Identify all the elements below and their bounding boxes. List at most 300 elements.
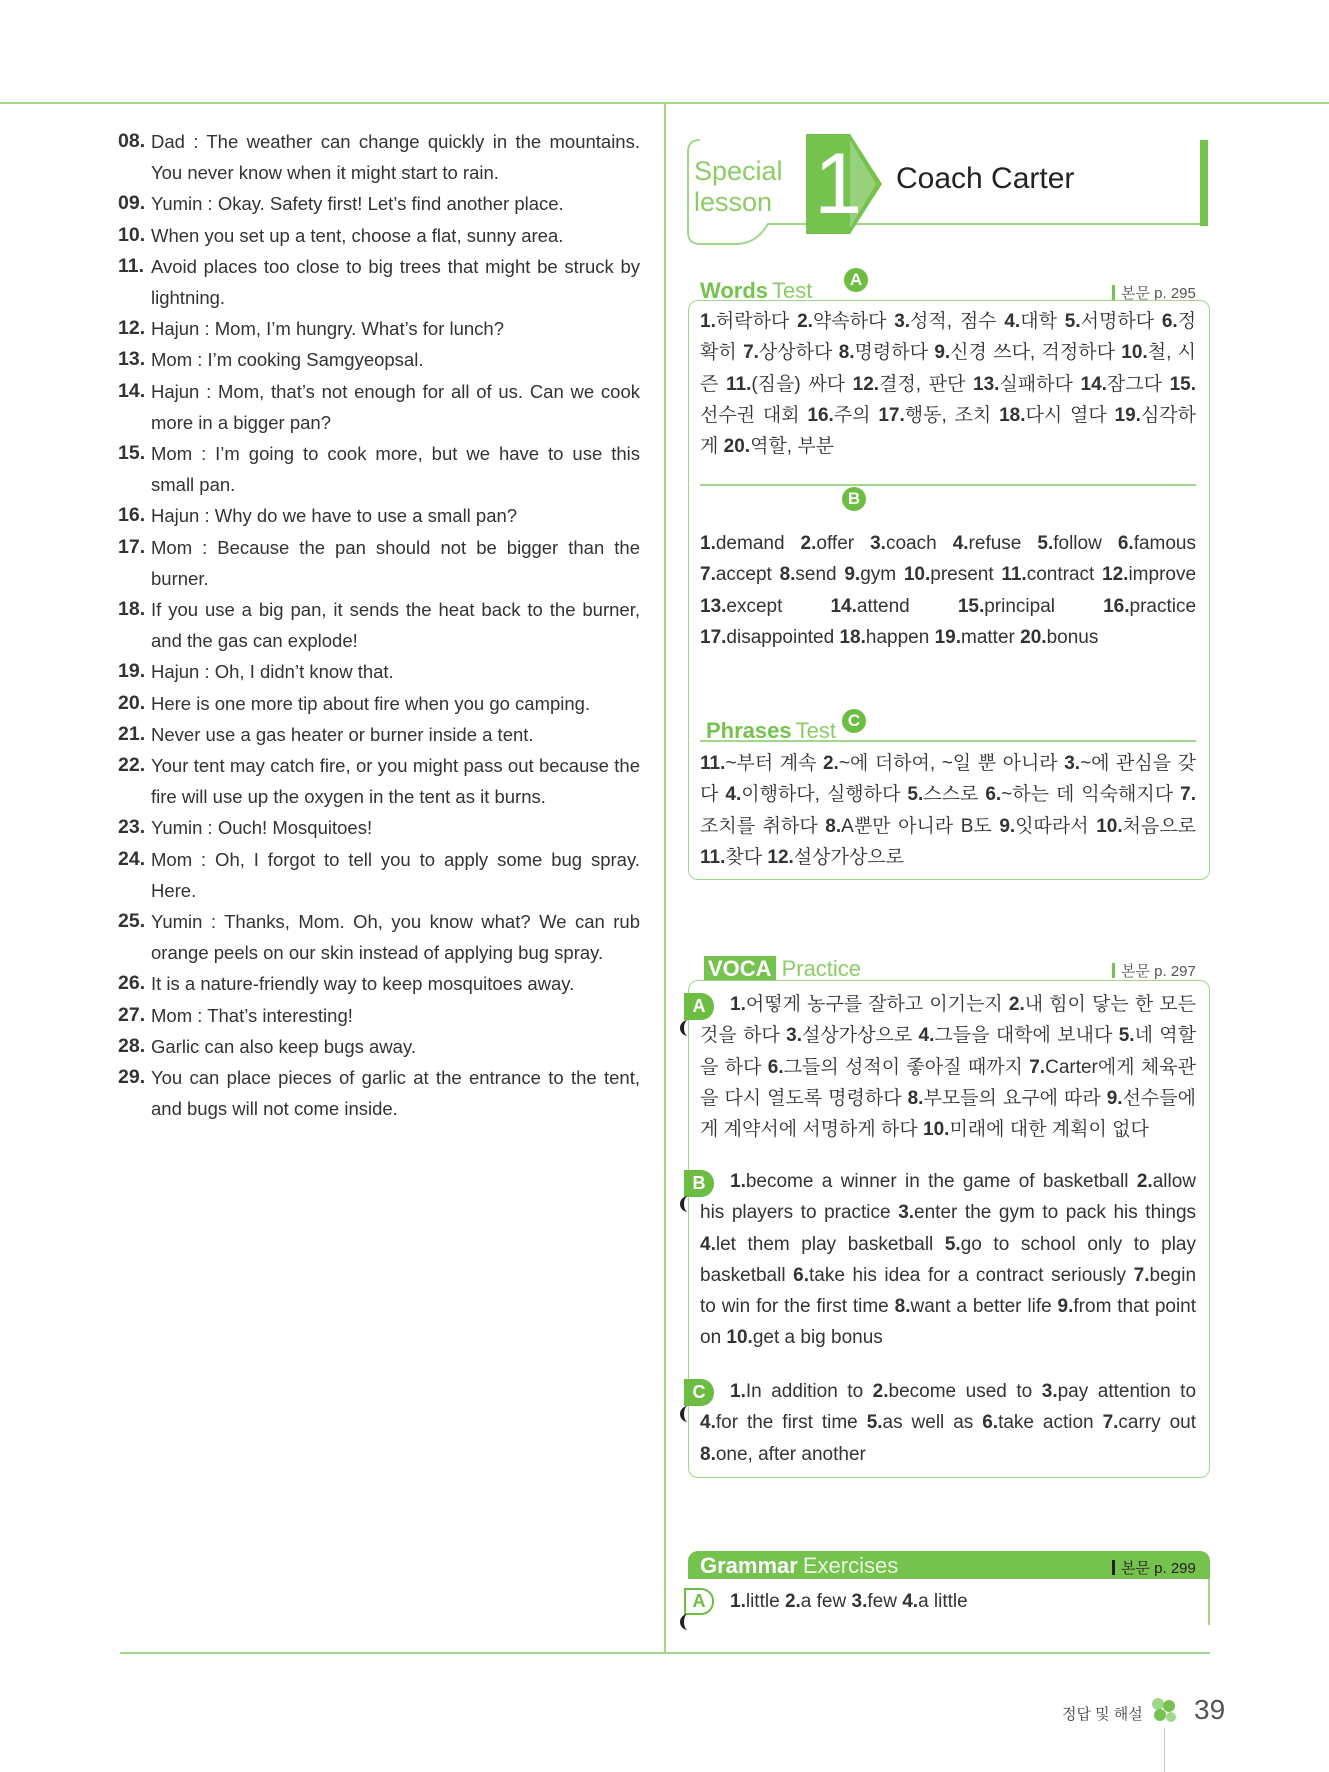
answer-number: 7. (1133, 1264, 1150, 1286)
answer-text: pay attention to (1057, 1381, 1197, 1402)
answer-item (935, 627, 1015, 648)
item-text: Hajun : Oh, I didn’t know that. (151, 661, 394, 683)
grammar-page-ref: 본문 p. 299 (1112, 1557, 1196, 1578)
answer-number: 6. (793, 1264, 810, 1286)
answer-item (830, 596, 909, 617)
answer-text: 잇따라서 (1015, 815, 1089, 837)
answer-number: 8. (907, 1087, 924, 1109)
answer-text: accept (715, 564, 772, 586)
answer-text: present (930, 564, 994, 586)
answer-text: take action (998, 1412, 1094, 1434)
answer-text: let them play basketball (715, 1233, 934, 1255)
translation-item (118, 220, 640, 251)
voca-c-label: C (684, 1379, 714, 1406)
translation-item (118, 344, 640, 375)
answer-text: ~부터 계속 (725, 753, 817, 774)
answer-text: 서명하다 (1080, 311, 1155, 332)
grammar-a-curl (680, 1614, 692, 1630)
answer-item (823, 753, 1058, 774)
answer-text: a little (918, 1591, 968, 1612)
item-text: Avoid places too close to big trees that might be struck by lightning. (151, 255, 640, 309)
answer-number: 7. (1029, 1056, 1046, 1078)
answer-number: 9. (934, 342, 951, 364)
answer-item (853, 374, 966, 395)
answer-text: few (867, 1591, 897, 1612)
answer-item (700, 533, 785, 554)
answer-text: offer (816, 533, 855, 554)
answer-text: 심각하게 (700, 404, 1197, 458)
answer-text: 부모들의 요구에 따라 (923, 1087, 1101, 1109)
item-number: 18. (118, 598, 146, 621)
grammar-box-right-edge (1208, 1579, 1210, 1625)
translation-item (118, 750, 640, 812)
answer-text: 설상가상으로 (802, 1025, 913, 1047)
answer-number: 4. (1004, 311, 1021, 332)
answer-number: 7. (700, 564, 716, 586)
item-number: 26. (118, 972, 146, 995)
answer-text: 대학 (1020, 311, 1057, 332)
answer-text: from that point on (700, 1296, 1197, 1349)
answer-item (724, 436, 834, 457)
voca-a-answers (700, 989, 1196, 1145)
answer-number: 3. (1041, 1381, 1058, 1402)
answer-item (767, 847, 904, 868)
answer-text: carry out (1118, 1412, 1196, 1434)
answer-item (1004, 311, 1057, 332)
item-number: 25. (118, 910, 146, 933)
answer-number: 12. (1102, 564, 1129, 586)
words-test-b-answers (700, 528, 1196, 653)
answer-text: allow his players to practice (700, 1171, 1196, 1224)
voca-b-label: B (684, 1170, 714, 1197)
phrases-test-answers (700, 748, 1196, 873)
answer-item (898, 1202, 1196, 1223)
column-divider (664, 102, 666, 1652)
answer-number: 10. (923, 1119, 950, 1141)
answer-text: 선수권 대회 (700, 404, 800, 426)
answer-text: begin to win for the first time (700, 1264, 1197, 1318)
answer-text: become a winner in the game of basketball (745, 1171, 1129, 1192)
answer-item (839, 342, 928, 363)
answer-item (1103, 1412, 1196, 1433)
answer-item (725, 784, 900, 805)
answer-number: 4. (725, 784, 742, 806)
answer-text: 찾다 (725, 846, 763, 868)
item-number: 22. (118, 754, 146, 777)
translation-item (118, 188, 640, 219)
answer-number: 3. (851, 1591, 868, 1612)
answer-item (700, 1234, 933, 1255)
answer-number: 11. (725, 373, 752, 395)
answer-text: 명령하다 (854, 342, 928, 364)
answer-number: 4. (952, 533, 969, 554)
answer-text: 어떻게 농구를 잘하고 이기는지 (745, 994, 1003, 1015)
answer-number: 14. (830, 595, 857, 617)
item-text: Mom : I’m cooking Samgyeopsal. (151, 349, 424, 371)
bottom-rule (120, 1652, 1210, 1654)
item-number: 21. (118, 722, 146, 745)
answer-text: 상상하다 (758, 342, 833, 364)
item-text: Yumin : Thanks, Mom. Oh, you know what? We can rub orange peels on our skin instead of applying bug spray. (151, 911, 640, 964)
answer-number: 16. (1103, 595, 1130, 617)
answer-text: enter the gym to pack his things (914, 1202, 1197, 1224)
answer-number: 5. (1037, 533, 1054, 554)
grammar-a-answers (700, 1586, 1196, 1617)
translation-item (118, 688, 640, 719)
translation-item (118, 719, 640, 750)
lesson-header (686, 132, 1212, 254)
phrases-badge-c: C (842, 709, 866, 733)
answer-number: 4. (918, 1025, 935, 1047)
answer-item (730, 1171, 1128, 1192)
answer-item (726, 374, 845, 395)
answer-item (844, 564, 896, 585)
answer-text: Carter에게 체육관을 다시 열도록 명령하다 (700, 1056, 1196, 1109)
answer-text: 약속하다 (812, 311, 887, 332)
answer-text: matter (961, 626, 1015, 648)
answer-item (807, 405, 870, 426)
answer-item (999, 405, 1107, 426)
item-number: 10. (118, 223, 146, 246)
item-number: 19. (118, 660, 146, 683)
answer-item (780, 564, 837, 585)
answer-text: 신경 쓰다, 걱정하다 (950, 342, 1115, 364)
answer-text: become used to (888, 1381, 1033, 1402)
item-number: 29. (118, 1066, 146, 1089)
answer-number: 2. (784, 1591, 801, 1612)
item-text: Hajun : Mom, I’m hungry. What’s for lunch? (151, 318, 505, 340)
answer-item (985, 784, 1173, 805)
item-text: It is a nature-friendly way to keep mosquitoes away. (151, 973, 575, 995)
item-text: Dad : The weather can change quickly in the mountains. You never know when it might start to rain. (151, 131, 640, 184)
answer-text: get a big bonus (752, 1327, 883, 1349)
grammar-a-label: A (684, 1588, 714, 1615)
translation-item (118, 968, 640, 999)
answer-text: 그들을 대학에 보내다 (934, 1025, 1113, 1047)
answer-item (700, 1444, 866, 1465)
item-text: You can place pieces of garlic at the entrance to the tent, and bugs will not come inside. (151, 1067, 640, 1120)
answer-item (768, 1057, 1023, 1078)
answer-text: ~에 관심을 갖다 (700, 753, 1197, 806)
answer-item (1081, 374, 1162, 395)
answer-item (825, 816, 991, 837)
answer-text: 설상가상으로 (793, 846, 904, 868)
answer-text: 정확히 (700, 311, 1197, 364)
answer-text: (짐을) 싸다 (751, 373, 846, 395)
clover-leaf-icon (1148, 1694, 1180, 1728)
answer-item (839, 627, 929, 648)
translation-item (118, 1000, 640, 1031)
answer-number: 8. (894, 1296, 911, 1318)
words-test-title: Words Test (700, 278, 813, 303)
answer-number: 9. (999, 815, 1016, 837)
answer-text: 주의 (833, 404, 871, 426)
translation-item (118, 656, 640, 687)
answer-item (902, 1591, 968, 1612)
answer-text: 실패하다 (999, 373, 1073, 395)
answer-item (1103, 596, 1196, 617)
answer-number: 12. (852, 373, 880, 395)
answer-text: practice (1129, 595, 1197, 617)
answer-number: 4. (700, 1412, 716, 1434)
answer-item (908, 1088, 1101, 1109)
answer-text: 다시 열다 (1025, 404, 1107, 426)
answer-item (867, 1412, 974, 1433)
translation-item (118, 313, 640, 344)
answer-number: 2. (872, 1381, 889, 1402)
answer-number: 11. (700, 753, 726, 774)
answer-number: 10. (726, 1327, 753, 1349)
item-number: 09. (118, 192, 146, 215)
item-text: Mom : Because the pan should not be bigger than the burner. (151, 536, 640, 589)
answer-number: 6. (767, 1056, 784, 1078)
answer-number: 1. (730, 1381, 746, 1402)
answer-item (907, 784, 978, 805)
answer-number: 10. (1121, 342, 1148, 364)
answer-item (1042, 1381, 1196, 1402)
answer-text: 내 힘이 닿는 한 모든 것을 하다 (700, 994, 1196, 1047)
item-number: 24. (118, 847, 146, 870)
item-text: Hajun : Mom, that’s not enough for all of us. Can we cook more in a bigger pan? (151, 380, 640, 433)
answer-text: one, after another (715, 1443, 866, 1465)
item-text: If you use a big pan, it sends the heat back to the burner, and the gas can explode! (151, 599, 640, 652)
footer-page-number: 39 (1194, 1694, 1226, 1725)
answer-item (870, 533, 937, 554)
answer-item (785, 1591, 846, 1612)
answer-number: 2. (797, 311, 813, 332)
answer-text: except (726, 595, 783, 617)
answer-item (1065, 311, 1154, 332)
answer-text: follow (1053, 533, 1102, 554)
answer-text: happen (865, 626, 930, 648)
answer-text: little (745, 1591, 780, 1612)
answer-text: ~에 더하여, ~일 뿐 아니라 (838, 753, 1058, 774)
answer-number: 4. (902, 1591, 919, 1612)
special-lesson-label: Special lesson (694, 156, 783, 217)
translation-item (118, 500, 640, 531)
answer-item (700, 311, 789, 332)
answer-text: 이행하다, 실행하다 (741, 784, 901, 806)
answer-item (878, 405, 991, 426)
answer-number: 3. (786, 1025, 803, 1047)
answer-item (894, 311, 996, 332)
answer-number: 6. (982, 1412, 999, 1434)
answer-text: 조치를 취하다 (700, 815, 818, 837)
answer-number: 17. (700, 626, 727, 648)
answer-item (1118, 533, 1196, 554)
answer-text: improve (1128, 564, 1197, 586)
answer-text: 철, 시즌 (700, 342, 1197, 395)
item-number: 13. (118, 348, 146, 371)
answer-item (743, 342, 832, 363)
answer-text: 행동, 조치 (904, 404, 992, 426)
answer-item (700, 847, 762, 868)
item-number: 28. (118, 1034, 146, 1057)
voca-a-label: A (684, 993, 714, 1020)
item-text: Here is one more tip about fire when you go camping. (151, 692, 591, 714)
answer-text: bonus (1046, 626, 1099, 648)
lesson-number: 1 (814, 136, 862, 232)
answer-text: famous (1133, 533, 1196, 554)
answer-number: 19. (1114, 404, 1141, 426)
voca-practice-title: VOCA Practice (704, 956, 861, 982)
answer-number: 18. (839, 626, 866, 648)
answer-number: 3. (894, 311, 911, 332)
answer-text: principal (984, 595, 1055, 617)
answer-number: 2. (800, 533, 817, 554)
answer-item (700, 596, 782, 617)
answer-number: 6. (985, 784, 1002, 806)
answer-item (919, 1025, 1113, 1046)
words-divider (700, 484, 1196, 486)
answer-text: a few (800, 1591, 847, 1612)
answer-number: 1. (730, 994, 746, 1015)
answer-text: 허락하다 (715, 311, 790, 332)
answer-number: 11. (700, 846, 726, 868)
answer-item (786, 1025, 912, 1046)
answer-text: 네 역할을 하다 (700, 1025, 1196, 1078)
answer-item (934, 342, 1115, 363)
item-number: 14. (118, 379, 146, 402)
answer-item (793, 1265, 1126, 1286)
answer-number: 13. (973, 373, 1000, 395)
answer-item (1001, 564, 1094, 585)
item-text: Garlic can also keep bugs away. (151, 1035, 416, 1057)
voca-c-answers (700, 1376, 1196, 1470)
answer-text: 미래에 대한 계획이 없다 (949, 1119, 1149, 1141)
answer-text: ~하는 데 익숙해지다 (1001, 784, 1174, 806)
item-number: 27. (118, 1003, 146, 1026)
answer-item (1020, 627, 1098, 648)
translation-item (118, 594, 640, 656)
item-text: Never use a gas heater or burner inside a tent. (151, 723, 534, 745)
answer-number: 5. (1118, 1025, 1135, 1047)
item-text: Yumin : Ouch! Mosquitoes! (151, 817, 373, 839)
answer-number: 1. (730, 1171, 746, 1192)
answer-item (700, 1412, 858, 1433)
item-number: 11. (118, 254, 145, 277)
answer-number: 1. (700, 533, 716, 554)
answer-text: go to school only to play basketball (700, 1233, 1197, 1286)
answer-text: 그들의 성적이 좋아질 때까지 (783, 1056, 1023, 1078)
answer-text: gym (860, 564, 897, 586)
answer-item (1102, 564, 1196, 585)
answer-text: 선수들에게 계약서에 서명하게 하다 (700, 1087, 1196, 1141)
answer-number: 3. (1064, 753, 1081, 774)
dialogue-translation-list (118, 126, 640, 1125)
translation-item (118, 376, 640, 438)
answer-text: 결정, 판단 (879, 373, 966, 395)
answer-number: 7. (1180, 784, 1196, 806)
item-number: 15. (118, 442, 146, 465)
footer-edge-line (1164, 1728, 1165, 1772)
item-text: Yumin : Okay. Safety first! Let’s find another place. (151, 193, 564, 215)
answer-text: 스스로 (923, 784, 979, 806)
answer-text: disappointed (726, 626, 835, 648)
voca-b-curl (680, 1196, 692, 1212)
answer-item (730, 994, 1003, 1015)
item-text: Mom : That’s interesting! (151, 1004, 353, 1026)
answer-text: want a better life (910, 1296, 1052, 1318)
item-number: 20. (118, 691, 146, 714)
answer-item (852, 1591, 897, 1612)
translation-item (118, 844, 640, 906)
answer-number: 7. (1102, 1412, 1119, 1434)
answer-number: 5. (866, 1412, 883, 1434)
words-badge-b: B (842, 487, 866, 511)
answer-number: 8. (779, 564, 796, 586)
answer-number: 8. (700, 1443, 716, 1465)
answer-item (958, 596, 1055, 617)
item-number: 16. (118, 504, 146, 527)
answer-number: 15. (957, 595, 985, 617)
item-number: 17. (118, 535, 146, 558)
answer-number: 11. (1001, 564, 1027, 586)
footer-section-label: 정답 및 해설 (1062, 1706, 1143, 1723)
item-text: When you set up a tent, choose a flat, sunny area. (151, 224, 564, 246)
item-number: 08. (118, 130, 146, 152)
answer-number: 5. (1064, 311, 1081, 332)
words-badge-a: A (844, 268, 868, 292)
translation-item (118, 126, 640, 188)
voca-c-curl (680, 1406, 692, 1422)
answer-text: In addition to (745, 1381, 864, 1402)
answer-number: 15. (1169, 373, 1197, 395)
answer-item (873, 1381, 1033, 1402)
translation-item (118, 438, 640, 500)
item-text: Mom : Oh, I forgot to tell you to apply some bug spray. Here. (151, 848, 640, 901)
answer-number: 5. (907, 784, 924, 806)
answer-text: for the first time (715, 1412, 858, 1434)
item-number: 12. (118, 317, 146, 340)
answer-number: 9. (1106, 1087, 1123, 1109)
answer-text: coach (885, 533, 937, 554)
answer-number: 9. (844, 564, 861, 586)
translation-item (118, 906, 640, 968)
words-test-a-answers (700, 306, 1196, 462)
answer-number: 6. (1161, 311, 1178, 332)
answer-item (982, 1412, 1093, 1433)
answer-item (700, 564, 772, 585)
words-page-ref: 본문 p. 295 (1112, 282, 1196, 303)
answer-number: 2. (1136, 1171, 1153, 1192)
answer-text: 성적, 점수 (910, 311, 997, 332)
answer-item (1037, 533, 1101, 554)
answer-number: 4. (700, 1233, 716, 1255)
answer-number: 19. (934, 626, 961, 648)
voca-a-curl (680, 1020, 692, 1036)
translation-item (118, 532, 640, 594)
answer-number: 18. (999, 404, 1026, 426)
translation-item (118, 812, 640, 843)
answer-number: 9. (1057, 1296, 1074, 1318)
answer-number: 17. (878, 404, 905, 426)
item-text: Your tent may catch fire, or you might pass out because the fire will use up the oxygen in the tent as it burns. (151, 755, 640, 808)
answer-text: send (795, 564, 837, 586)
answer-text: contract (1026, 564, 1095, 586)
answer-item (923, 1119, 1149, 1140)
answer-number: 20. (723, 436, 751, 458)
answer-number: 20. (1020, 626, 1047, 648)
translation-item (118, 251, 640, 313)
answer-item (726, 1327, 882, 1348)
answer-text: 잠그다 (1106, 373, 1162, 395)
answer-number: 13. (700, 595, 727, 617)
item-text: Hajun : Why do we have to use a small pan? (151, 505, 518, 527)
answer-item (1096, 816, 1196, 837)
answer-number: 7. (743, 342, 759, 364)
answer-item (999, 816, 1088, 837)
